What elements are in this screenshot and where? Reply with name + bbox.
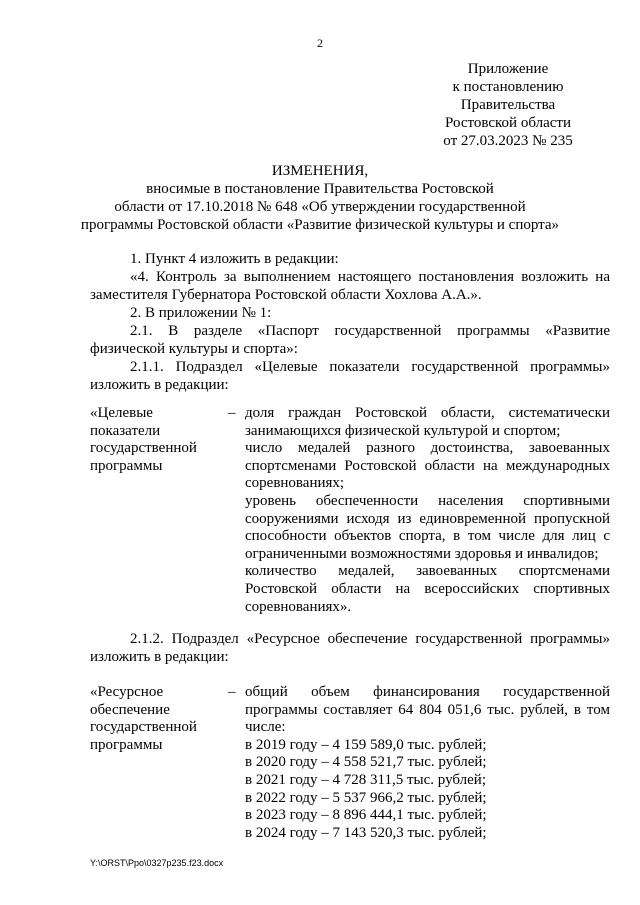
funding-year: в 2021 году – 4 728 311,5 тыс. рублей; xyxy=(245,771,486,788)
funding-year: в 2024 году – 7 143 520,3 тыс. рублей; xyxy=(245,824,487,841)
appendix-line: Приложение xyxy=(467,61,549,77)
document-body xyxy=(90,250,610,394)
paragraph: 2. В приложении № 1: xyxy=(130,305,272,321)
table-content xyxy=(245,684,610,842)
table-label: «Ресурсное обеспечение государственной программы xyxy=(90,684,197,753)
file-path-footer: Y:\ORST\Ppo\0327p235.f23.docx xyxy=(90,858,224,868)
indicator-item: доля граждан Ростовской области, систематически занимающихся физической культурой и спортом; xyxy=(245,405,610,439)
paragraph: 2.1. В разделе «Паспорт государственной программы «Развитие физической культуры и спорта»: xyxy=(90,323,610,357)
title-line: программы Ростовской области «Развитие физической культуры и спорта» xyxy=(80,217,560,233)
table-content xyxy=(245,405,610,616)
appendix-line: Ростовской области xyxy=(445,115,571,131)
indicator-item: число медалей разного достоинства, завоеванных спортсменами Ростовской области на международных соревнованиях; xyxy=(245,440,610,492)
title-line: вносимые в постановление Правительства Ростовской xyxy=(146,181,494,197)
page-number: 2 xyxy=(317,36,323,50)
document-title xyxy=(0,162,640,234)
funding-year: в 2022 году – 5 537 966,2 тыс. рублей; xyxy=(245,789,487,806)
funding-intro: общий объем финансирования государственной программы составляет 64 804 051,6 тыс. рублей, в том числе: xyxy=(245,684,610,736)
funding-year: в 2023 году – 8 896 444,1 тыс. рублей; xyxy=(245,807,487,824)
indicator-item: уровень обеспеченности населения спортивными сооружениями исходя из единовременной пропускной способности объектов спорта, в том числе для лиц с ограниченными возможностями здоровья и инвалидов; xyxy=(245,492,610,562)
appendix-line: Правительства xyxy=(460,97,556,113)
document-body-2 xyxy=(90,630,610,666)
indicator-item: количество медалей, завоеванных спортсменами Ростовской области на всероссийских спортивных соревнованиях». xyxy=(245,563,610,615)
title-line: области от 17.10.2018 № 648 «Об утверждении государственной xyxy=(114,199,526,215)
table-dash: – xyxy=(228,684,236,700)
funding-year: в 2020 году – 4 558 521,7 тыс. рублей; xyxy=(245,754,487,771)
paragraph: 2.1.1. Подраздел «Целевые показатели государственной программы» изложить в редакции: xyxy=(90,359,610,393)
appendix-line: от 27.03.2023 № 235 xyxy=(443,133,573,149)
paragraph: «4. Контроль за выполнением настоящего постановления возложить на заместителя Губернатора Ростовской области Хохлова А.А.». xyxy=(90,269,610,303)
appendix-header xyxy=(408,60,608,150)
appendix-line: к постановлению xyxy=(452,79,564,95)
funding-year: в 2019 году – 4 159 589,0 тыс. рублей; xyxy=(245,736,487,753)
table-label: «Целевые показатели государственной программы xyxy=(90,405,197,474)
title-heading: ИЗМЕНЕНИЯ, xyxy=(271,163,369,179)
table-dash: – xyxy=(228,405,236,421)
paragraph: 2.1.2. Подраздел «Ресурсное обеспечение государственной программы» изложить в редакции: xyxy=(90,631,610,665)
paragraph: 1. Пункт 4 изложить в редакции: xyxy=(130,251,339,267)
